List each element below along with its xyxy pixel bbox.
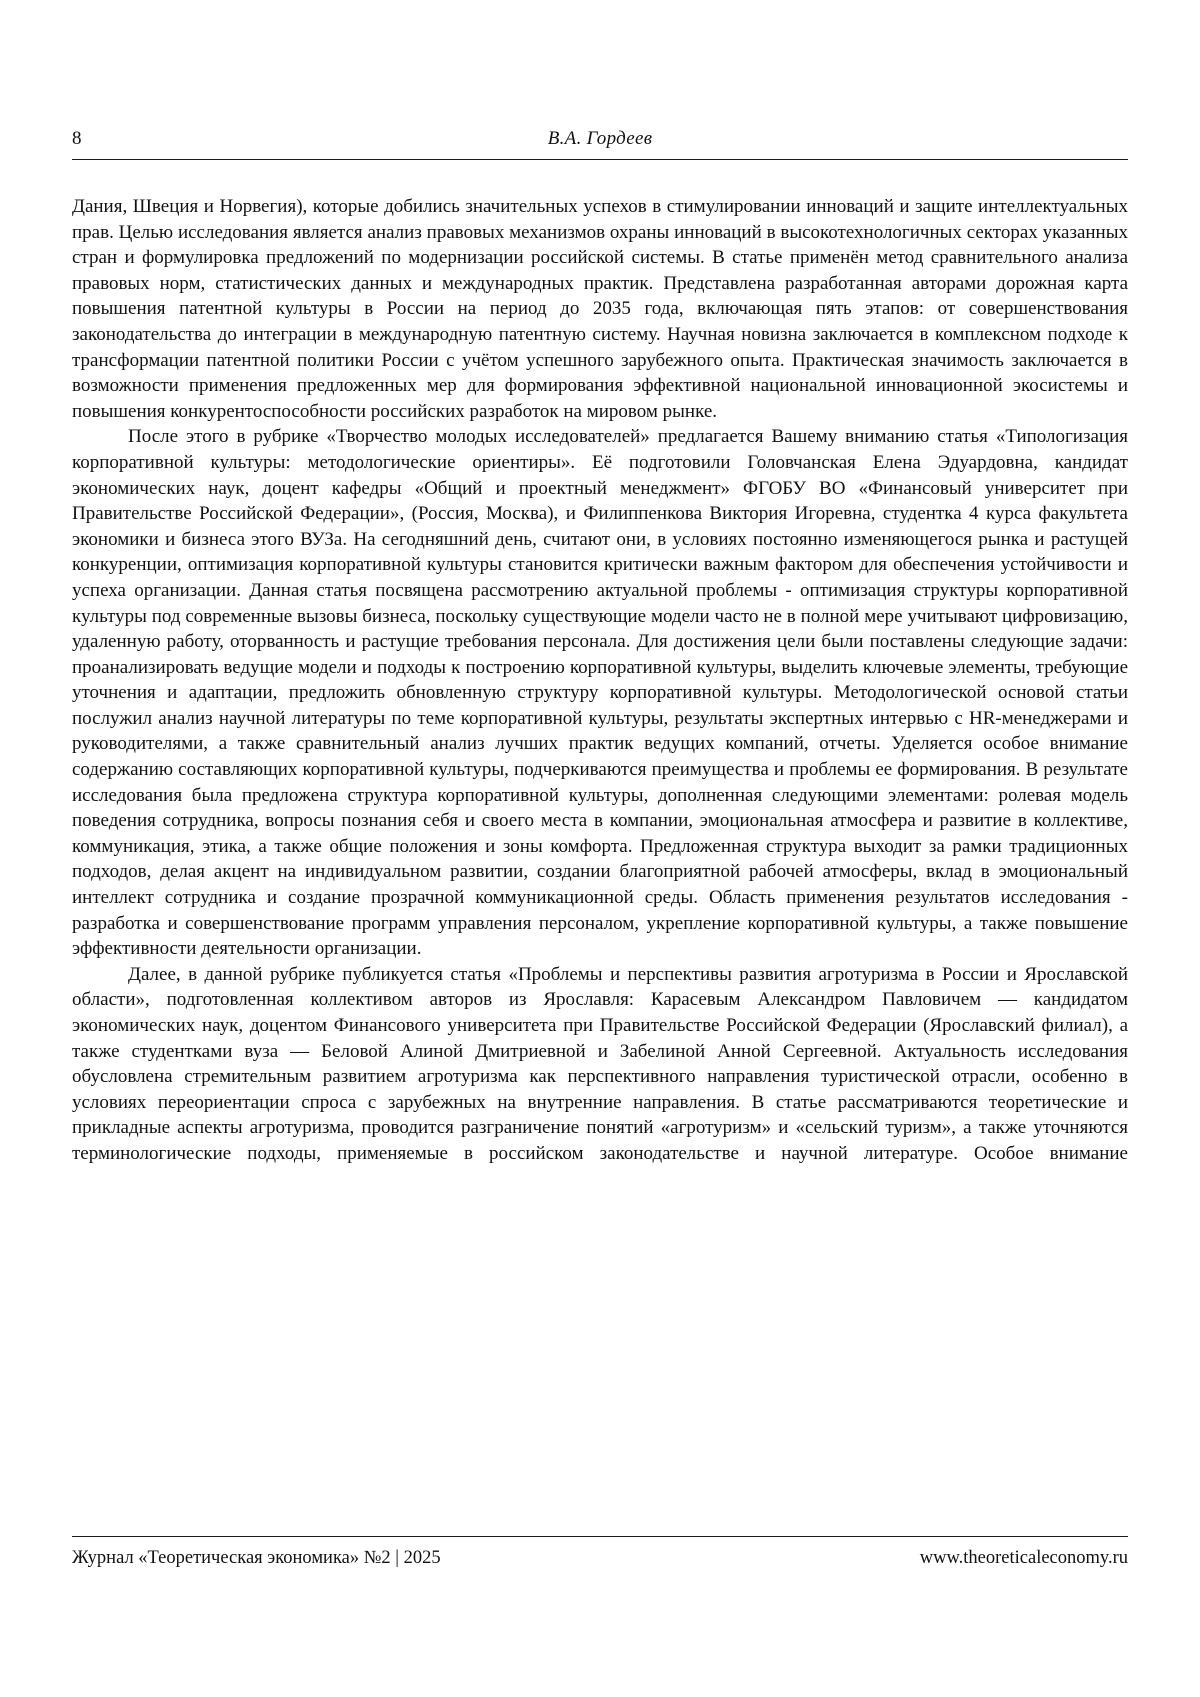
paragraph-annotation-patent-culture: Дания, Швеция и Норвегия), которые добились значительных успехов в стимулировании инноваций и защите интеллектуальных прав. Целью исследования является анализ правовых механизмов охраны инноваций в высокотехнологичных секторах указанных стран и формулировка предложений по модернизации российской системы. В статье применён метод сравнительного анализа правовых норм, статистических данных и международных практик. Представлена разработанная авторами дорожная карта повышения патентной культуры в России на период до 2035 года, включающая пять этапов: от совершенствования законодательства до интеграции в международную патентную систему. Научная новизна заключается в комплексном подходе к трансформации патентной политики России с учётом успешного зарубежного опыта. Практическая значимость заключается в возможности применения предложенных мер для формирования эффективной национальной инновационной экосистемы и повышения конкурентоспособности российских разработок на мировом рынке. bbox=[72, 196, 1128, 422]
footer-website-url: www.theoreticaleconomy.ru bbox=[919, 1548, 1128, 1568]
footer-journal-title: Журнал «Теоретическая экономика» №2 | 2025 bbox=[72, 1548, 441, 1568]
article-body bbox=[72, 194, 1128, 1167]
page-footer bbox=[72, 1536, 1128, 1569]
page-header bbox=[72, 128, 1128, 160]
paragraph-annotation-corporate-culture: После этого в рубрике «Творчество молодых исследователей» предлагается Вашему вниманию статья «Типологизация корпоративной культуры: методологические ориентиры». Её подготовили Головчанская Елена Эдуардовна, кандидат экономических наук, доцент кафедры «Общий и проектный менеджмент» ФГОБУ ВО «Финансовый университет при Правительстве Российской Федерации», (Россия, Москва), и Филиппенкова Виктория Игоревна, студентка 4 курса факультета экономики и бизнеса этого ВУЗа. На сегодняшний день, считают они, в условиях постоянно изменяющегося рынка и растущей конкуренции, оптимизация корпоративной культуры становится критически важным фактором для обеспечения устойчивости и успеха организации. Данная статья посвящена рассмотрению актуальной проблемы - оптимизация структуры корпоративной культуры под современные вызовы бизнеса, поскольку существующие модели часто не в полной мере учитывают цифровизацию, удаленную работу, оторванность и растущие требования персонала. Для достижения цели были поставлены следующие задачи: проанализировать ведущие модели и подходы к построению корпоративной культуры, выделить ключевые элементы, требующие уточнения и адаптации, предложить обновленную структуру корпоративной культуры. Методологической основой статьи послужил анализ научной литературы по теме корпоративной культуры, результаты экспертных интервью с HR-менеджерами и руководителями, а также сравнительный анализ лучших практик ведущих компаний, отчеты. Уделяется особое внимание содержанию составляющих корпоративной культуры, подчеркиваются преимущества и проблемы ее формирования. В результате исследования была предложена структура корпоративной культуры, дополненная следующими элементами: ролевая модель поведения сотрудника, вопросы познания себя и своего места в компании, эмоциональная атмосфера и развитие в коллективе, коммуникация, этика, а также общие положения и зоны комфорта. Предложенная структура выходит за рамки традиционных подходов, делая акцент на индивидуальном развитии, создании благоприятной рабочей атмосферы, вклад в эмоциональный интеллект сотрудника и создание прозрачной коммуникационной среды. Область применения результатов исследования - разработка и совершенствование программ управления персоналом, укрепление корпоративной культуры, а также повышение эффективности деятельности организации. bbox=[72, 426, 1128, 960]
paragraph-annotation-agrotourism: Далее, в данной рубрике публикуется статья «Проблемы и перспективы развития агротуризма в России и Ярославской области», подготовленная коллективом авторов из Ярославля: Карасевым Александром Павловичем — кандидатом экономических наук, доцентом Финансового университета при Правительстве Российской Федерации (Ярославский филиал), а также студентками вуза — Беловой Алиной Дмитриевной и Забелиной Анной Сергеевной. Актуальность исследования обусловлена стремительным развитием агротуризма как перспективного направления туристической отрасли, особенно в условиях переориентации спроса с зарубежных на внутренние направления. В статье рассматриваются теоретические и прикладные аспекты агротуризма, проводится разграничение понятий «агротуризм» и «сельский туризм», а также уточняются терминологические подходы, применяемые в российском законодательстве и научной литературе. Особое внимание bbox=[72, 963, 1128, 1164]
page-number: 8 bbox=[72, 128, 82, 149]
running-title-author: В.А. Гордеев bbox=[547, 128, 653, 149]
